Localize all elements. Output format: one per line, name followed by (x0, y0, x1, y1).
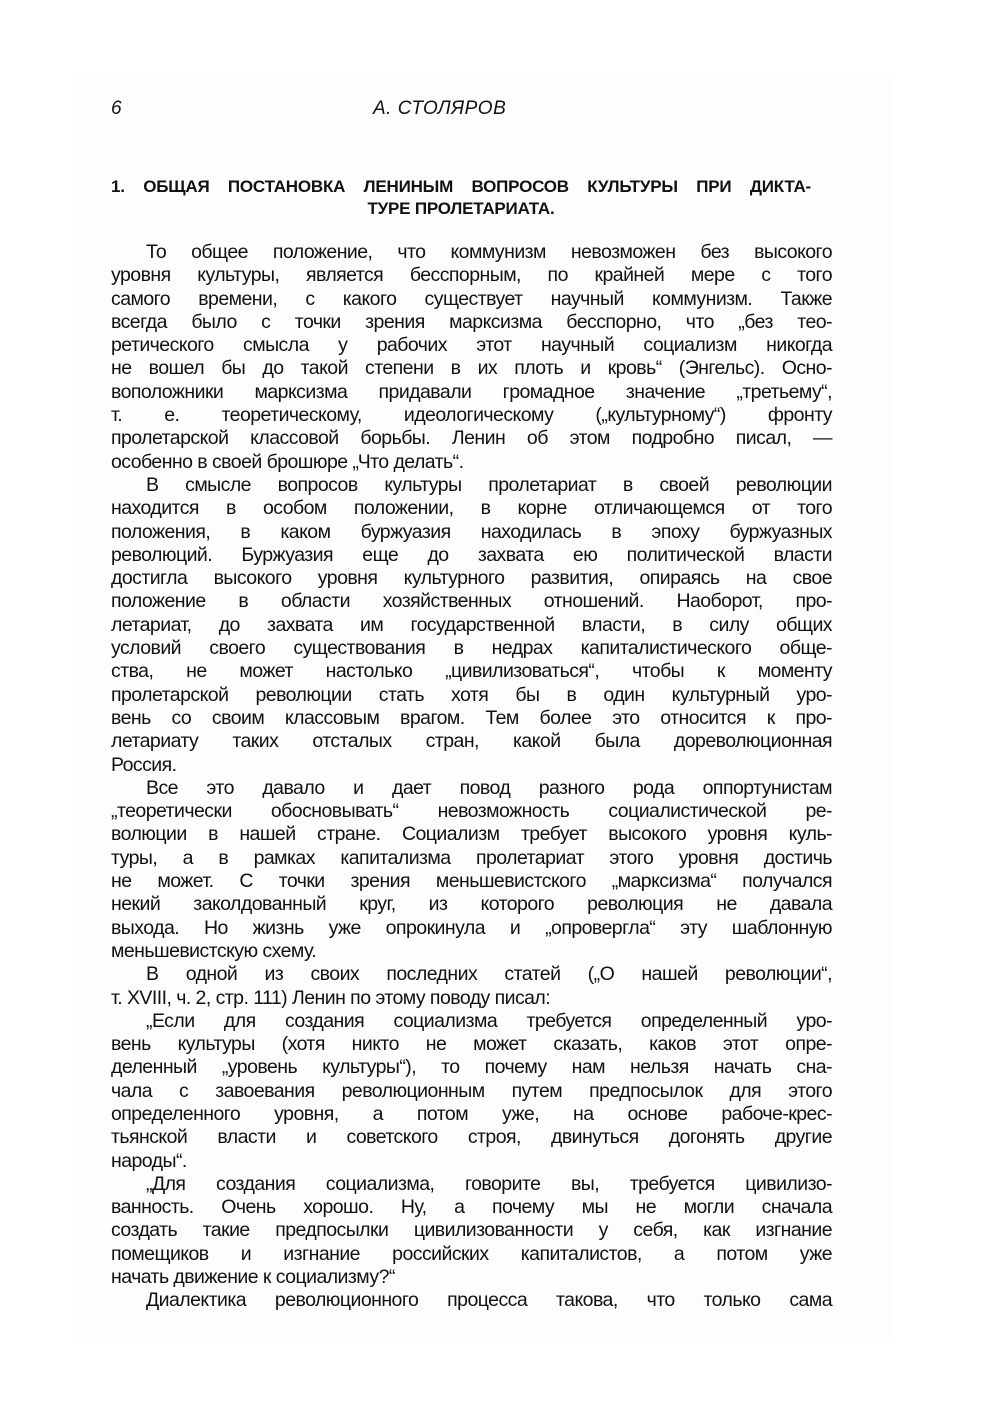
text-line: некий заколдованный круг, из которого революция не давала (111, 893, 832, 916)
quote-line: определенного уровня, а потом уже, на основе рабоче-крес- (111, 1102, 832, 1125)
quote-line: ванность. Очень хорошо. Ну, а почему мы не могли сначала (111, 1196, 832, 1219)
text-line: В смысле вопросов культуры пролетариат в своей революции (146, 473, 832, 496)
text-line: достигла высокого уровня культурного развития, опираясь на свое (111, 567, 832, 590)
text-line: туры, а в рамках капитализма пролетариат этого уровня достичь (111, 846, 832, 869)
text-line: особенно в своей брошюре „Что делать“. (111, 450, 464, 473)
text-line: То общее положение, что коммунизм невозможен без высокого (146, 241, 832, 263)
text-line: т. XVIII, ч. 2, стр. 111) Ленин по этому поводу писал: (111, 986, 551, 1009)
text-line: уровня культуры, является бесспорным, по крайней мере с того (111, 264, 832, 287)
text-line: ретического смысла у рабочих этот научный социализм никогда (111, 334, 832, 357)
text-line: летариату таких отсталых стран, какой была дореволюционная (111, 730, 832, 753)
text-line: революций. Буржуазия еще до захвата ею политической власти (111, 543, 832, 566)
quote-line: „Если для создания социализма требуется определенный уро- (146, 1009, 832, 1032)
running-header (111, 98, 832, 124)
body-text (111, 241, 832, 1313)
text-line: воположники марксизма придавали громадное значение „третьему“, (111, 380, 832, 403)
text-line: волюции в нашей стране. Социализм требует высокого уровня куль- (111, 823, 832, 846)
quote-line: вень культуры (хотя никто не может сказать, каков этот опре- (111, 1033, 832, 1056)
text-line: самого времени, с какого существует научный коммунизм. Также (111, 287, 832, 310)
quote-line: помещиков и изгнание российских капиталистов, а потом уже (111, 1242, 832, 1265)
text-line: не может. С точки зрения меньшевистского „марксизма“ получался (111, 870, 832, 893)
quote-line: чала с завоевания революционным путем предпосылок для этого (111, 1079, 832, 1102)
text-line: В одной из своих последних статей („О нашей революции“, (146, 963, 832, 986)
text-line: Все это давало и дает повод разного рода оппортунистам (146, 776, 832, 799)
text-line: не вошел бы до такой степени в их плоть и кровь“ (Энгельс). Осно- (111, 357, 832, 380)
text-line: выхода. Но жизнь уже опрокинула и „опровергла“ эту шаблонную (111, 916, 832, 939)
quote-line: народы“. (111, 1149, 187, 1172)
text-line: Россия. (111, 753, 177, 776)
quote-line: тьянской власти и советского строя, двинуться догонять другие (111, 1126, 832, 1149)
quote-line: начать движение к социализму?“ (111, 1266, 395, 1289)
text-line: условий своего существования в недрах капиталистического обще- (111, 637, 832, 660)
quote-line: создать такие предпосылки цивилизованности у себя, как изгнание (111, 1219, 832, 1242)
text-line: Диалектика революционного процесса такова, что только сама (146, 1289, 832, 1312)
quote-line: „Для создания социализма, говорите вы, требуется цивилизо- (146, 1172, 832, 1195)
text-line: положение в области хозяйственных отношений. Наоборот, про- (111, 590, 832, 613)
text-line: пролетарской революции стать хотя бы в один культурный уро- (111, 683, 832, 706)
running-title: А. СТОЛЯРОВ (373, 98, 507, 119)
section-heading (111, 176, 832, 220)
text-line: ства, не может настолько „цивилизоваться“, чтобы к моменту (111, 660, 832, 683)
section-heading-line-1: 1. ОБЩАЯ ПОСТАНОВКА ЛЕНИНЫМ ВОПРОСОВ КУЛЬТУРЫ ПРИ ДИКТА- (111, 177, 811, 196)
quote-line: деленный „уровень культуры“), то почему нам нельзя начать сна- (111, 1056, 832, 1079)
text-line: пролетарской классовой борьбы. Ленин об этом подробно писал, — (111, 427, 832, 450)
page-number: 6 (111, 98, 123, 119)
text-line: т. е. теоретическому, идеологическому („культурному“) фронту (111, 404, 832, 427)
text-line: летариат, до захвата им государственной власти, в силу общих (111, 613, 832, 636)
text-line: меньшевистскую схему. (111, 939, 317, 962)
text-line: вень со своим классовым врагом. Тем более это относится к про- (111, 706, 832, 729)
section-heading-line-2: ТУРЕ ПРОЛЕТАРИАТА. (367, 199, 555, 218)
text-line: находится в особом положении, в корне отличающемся от того (111, 497, 832, 520)
text-line: всегда было с точки зрения марксизма бесспорно, что „без тео- (111, 310, 832, 333)
text-line: положения, в каком буржуазия находилась в эпоху буржуазных (111, 520, 832, 543)
text-line: „теоретически обосновывать“ невозможность социалистической ре- (111, 800, 832, 823)
